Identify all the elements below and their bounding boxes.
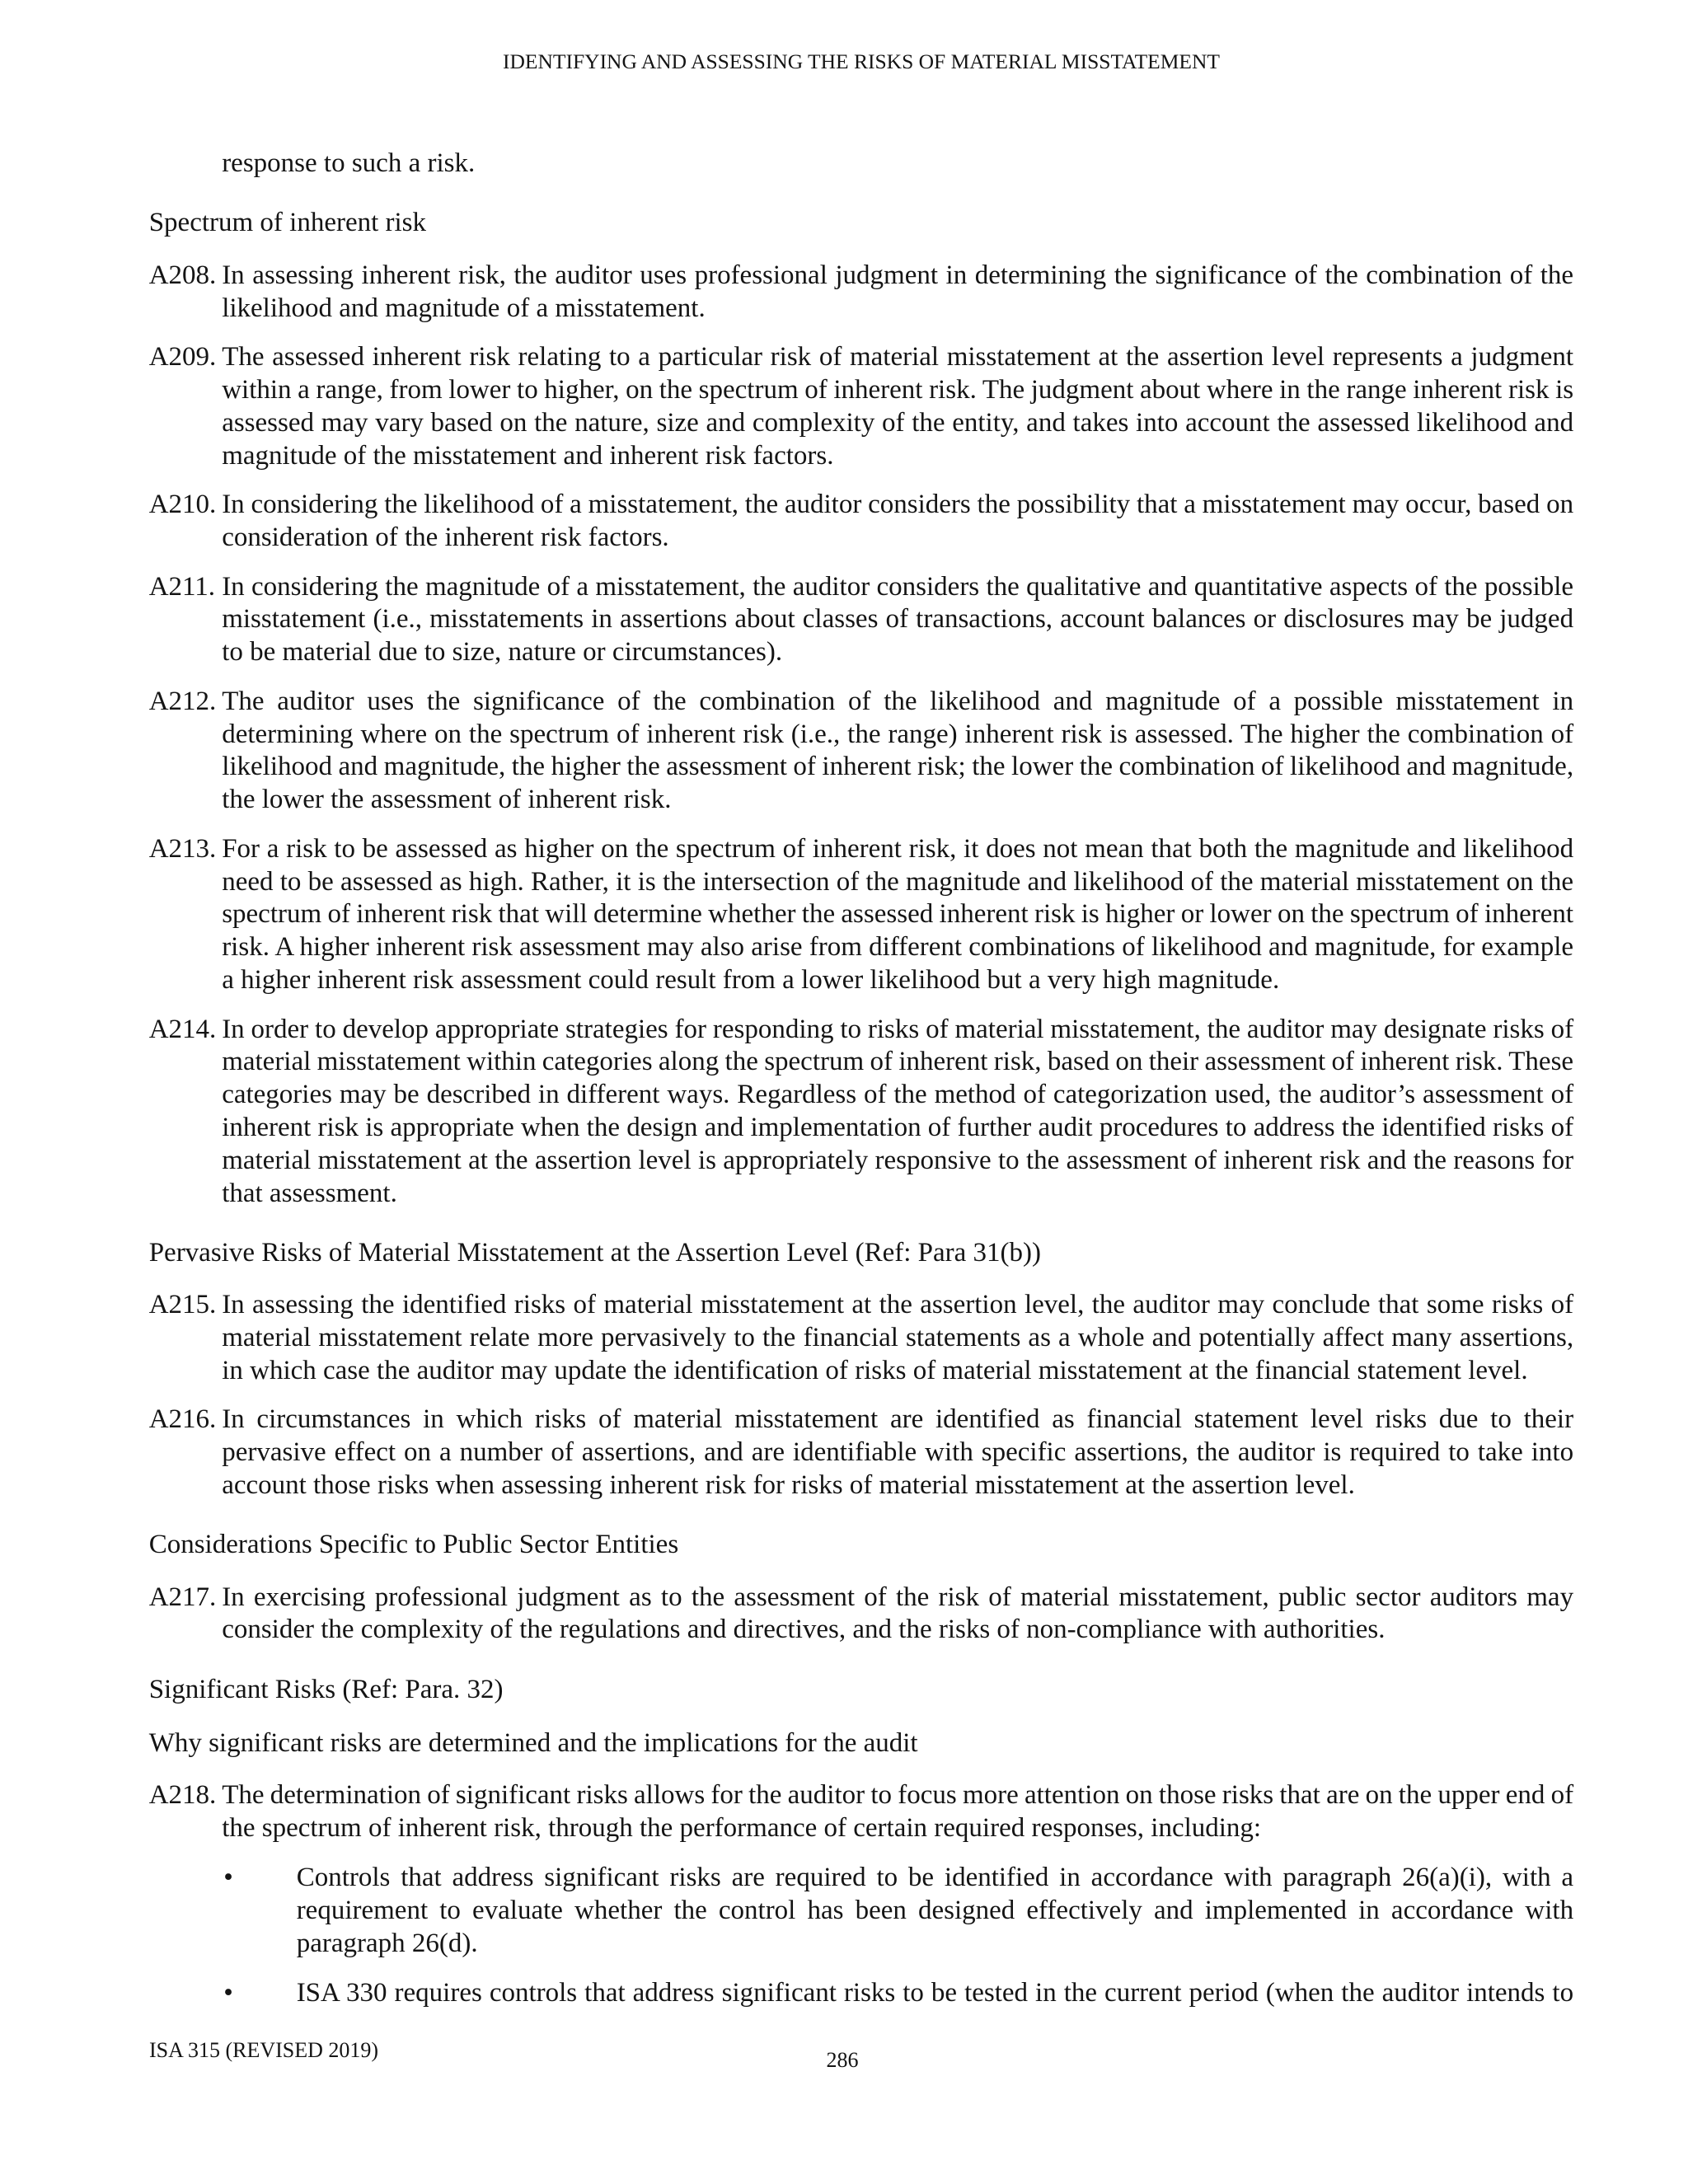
paragraph-a214 xyxy=(149,1014,1573,1211)
paragraph-line: the spectrum of inherent risk, through the performance of certain required responses, including: xyxy=(222,1813,1262,1844)
paragraph-line: material misstatement relate more pervasively to the financial statements as a whole and potentially affect many assertions, xyxy=(222,1323,1574,1353)
bullet-marker-icon xyxy=(223,1977,233,2010)
paragraph-line: In assessing inherent risk, the auditor uses professional judgment in determining the significance of the combination of the xyxy=(222,260,1574,290)
paragraph-line: need to be assessed as high. Rather, it is the intersection of the magnitude and likelihood of the material misstatement on the xyxy=(222,866,1574,897)
paragraph-line: assessed may vary based on the nature, size and complexity of the entity, and takes into account the assessed likelihood and xyxy=(222,407,1574,438)
paragraph-line: The auditor uses the significance of the combination of the likelihood and magnitude of a possible misstatement in xyxy=(222,686,1574,716)
paragraph-number: A218. xyxy=(148,1780,217,1811)
paragraph-a213 xyxy=(149,833,1573,997)
bullet-item xyxy=(222,1862,1573,1960)
paragraph-line: to be material due to size, nature or circumstances). xyxy=(222,637,783,668)
bullet-line: paragraph 26(d). xyxy=(296,1928,478,1958)
paragraph-a216 xyxy=(149,1404,1573,1502)
section-heading: Pervasive Risks of Material Misstatement at the Assertion Level (Ref: Para 31(b)) xyxy=(148,1237,1042,1268)
paragraph-line: In circumstances in which risks of material misstatement are identified as financial statement level risks due to their xyxy=(222,1404,1574,1435)
section-heading: Considerations Specific to Public Sector Entities xyxy=(148,1530,679,1560)
paragraph-number: A212. xyxy=(148,686,217,716)
page-number: 286 xyxy=(826,2048,859,2072)
paragraph-number: A208. xyxy=(148,260,217,290)
paragraph-line: In assessing the identified risks of material misstatement at the assertion level, the auditor may conclude that some risks of xyxy=(222,1290,1574,1320)
continuation-line: response to such a risk. xyxy=(222,148,476,179)
section-subheading: Why significant risks are determined and the implications for the audit xyxy=(148,1727,918,1758)
paragraph-number: A214. xyxy=(148,1014,217,1044)
paragraph-line: likelihood and magnitude of a misstatement. xyxy=(222,293,706,323)
paragraph-line: In order to develop appropriate strategies for responding to risks of material misstatement, the auditor may designate risks of xyxy=(222,1014,1574,1044)
paragraph-line: account those risks when assessing inherent risk for risks of material misstatement at the assertion level. xyxy=(222,1470,1355,1501)
paragraph-line: In exercising professional judgment as to the assessment of the risk of material misstatement, public sector auditors may xyxy=(222,1582,1574,1612)
paragraph-line: In considering the magnitude of a misstatement, the auditor considers the qualitative and quantitative aspects of the possible xyxy=(222,571,1574,602)
paragraph-line: that assessment. xyxy=(222,1178,397,1208)
section-heading: Spectrum of inherent risk xyxy=(148,208,427,238)
paragraph-number: A217. xyxy=(148,1582,217,1612)
paragraph-number: A216. xyxy=(148,1404,217,1435)
paragraph-line: likelihood and magnitude, the higher the assessment of inherent risk; the lower the combination of likelihood and magnitude, xyxy=(222,752,1574,782)
paragraph-line: inherent risk is appropriate when the design and implementation of further audit procedures to address the identified risks of xyxy=(222,1112,1574,1142)
bullet-marker-icon xyxy=(223,1862,233,1895)
footer-document-id: ISA 315 (REVISED 2019) xyxy=(149,2038,379,2062)
paragraph-line: risk. A higher inherent risk assessment may also arise from different combinations of likelihood and magnitude, for example xyxy=(222,932,1574,963)
paragraph-number: A209. xyxy=(148,342,217,373)
paragraph-line: pervasive effect on a number of assertions, and are identifiable with specific assertions, the auditor is required to take into xyxy=(222,1437,1574,1468)
paragraph-a218 xyxy=(149,1779,1573,2009)
section-heading: Significant Risks (Ref: Para. 32) xyxy=(148,1674,504,1704)
running-header: IDENTIFYING AND ASSESSING THE RISKS OF MATERIAL MISSTATEMENT xyxy=(503,49,1220,73)
paragraph-line: material misstatement at the assertion level is appropriately responsive to the assessment of inherent risk and the reasons for xyxy=(222,1145,1574,1175)
paragraph-line: misstatement (i.e., misstatements in assertions about classes of transactions, account balances or disclosures may be judged xyxy=(222,604,1574,635)
paragraph-line: consideration of the inherent risk factors. xyxy=(222,523,669,553)
paragraph-number: A213. xyxy=(148,833,217,864)
paragraph-number: A211. xyxy=(148,571,216,602)
page-body xyxy=(149,148,1573,2009)
paragraph-line: determining where on the spectrum of inherent risk (i.e., the range) inherent risk is assessed. The higher the combination of xyxy=(222,719,1574,749)
paragraph-a211 xyxy=(149,571,1573,669)
paragraph-a212 xyxy=(149,686,1573,817)
paragraph-line: For a risk to be assessed as higher on the spectrum of inherent risk, it does not mean that both the magnitude and likelihood xyxy=(222,833,1574,864)
paragraph-line: categories may be described in different ways. Regardless of the method of categorization used, the auditor’s assessment of xyxy=(222,1080,1574,1110)
paragraph-a208 xyxy=(149,260,1573,326)
paragraph-line: within a range, from lower to higher, on the spectrum of inherent risk. The judgment about where in the range inherent risk is xyxy=(222,375,1574,405)
paragraph-line: in which case the auditor may update the identification of risks of material misstatement at the financial statement level. xyxy=(222,1355,1528,1385)
paragraph-number: A215. xyxy=(148,1290,217,1320)
paragraph-line: The assessed inherent risk relating to a particular risk of material misstatement at the assertion level represents a judgment xyxy=(222,342,1574,373)
paragraph-line: magnitude of the misstatement and inherent risk factors. xyxy=(222,440,834,471)
paragraph-line: In considering the likelihood of a misstatement, the auditor considers the possibility that a misstatement may occur, based on xyxy=(222,490,1574,520)
paragraph-a217 xyxy=(149,1582,1573,1647)
bullet-item xyxy=(222,1977,1573,2010)
bullet-line: Controls that address significant risks are required to be identified in accordance with paragraph 26(a)(i), with a xyxy=(296,1863,1574,1893)
paragraph-line: the lower the assessment of inherent risk. xyxy=(222,785,672,815)
bullet-line: requirement to evaluate whether the control has been designed effectively and implemented in accordance with xyxy=(296,1895,1574,1925)
paragraph-line: spectrum of inherent risk that will determine whether the assessed inherent risk is higher or lower on the spectrum of inherent xyxy=(222,899,1574,930)
paragraph-line: The determination of significant risks allows for the auditor to focus more attention on those risks that are on the upper end of xyxy=(222,1780,1574,1811)
paragraph-a215 xyxy=(149,1289,1573,1387)
paragraph-number: A210. xyxy=(148,490,217,520)
paragraph-line: consider the complexity of the regulations and directives, and the risks of non-compliance with authorities. xyxy=(222,1615,1386,1645)
bullet-line: ISA 330 requires controls that address significant risks to be tested in the current period (when the auditor intends to xyxy=(296,1977,1574,2008)
paragraph-a209 xyxy=(149,341,1573,472)
paragraph-line: material misstatement within categories along the spectrum of inherent risk, based on their assessment of inherent risk. These xyxy=(222,1047,1574,1077)
paragraph-a210 xyxy=(149,489,1573,555)
paragraph-line: a higher inherent risk assessment could result from a lower likelihood but a very high magnitude. xyxy=(222,964,1280,995)
